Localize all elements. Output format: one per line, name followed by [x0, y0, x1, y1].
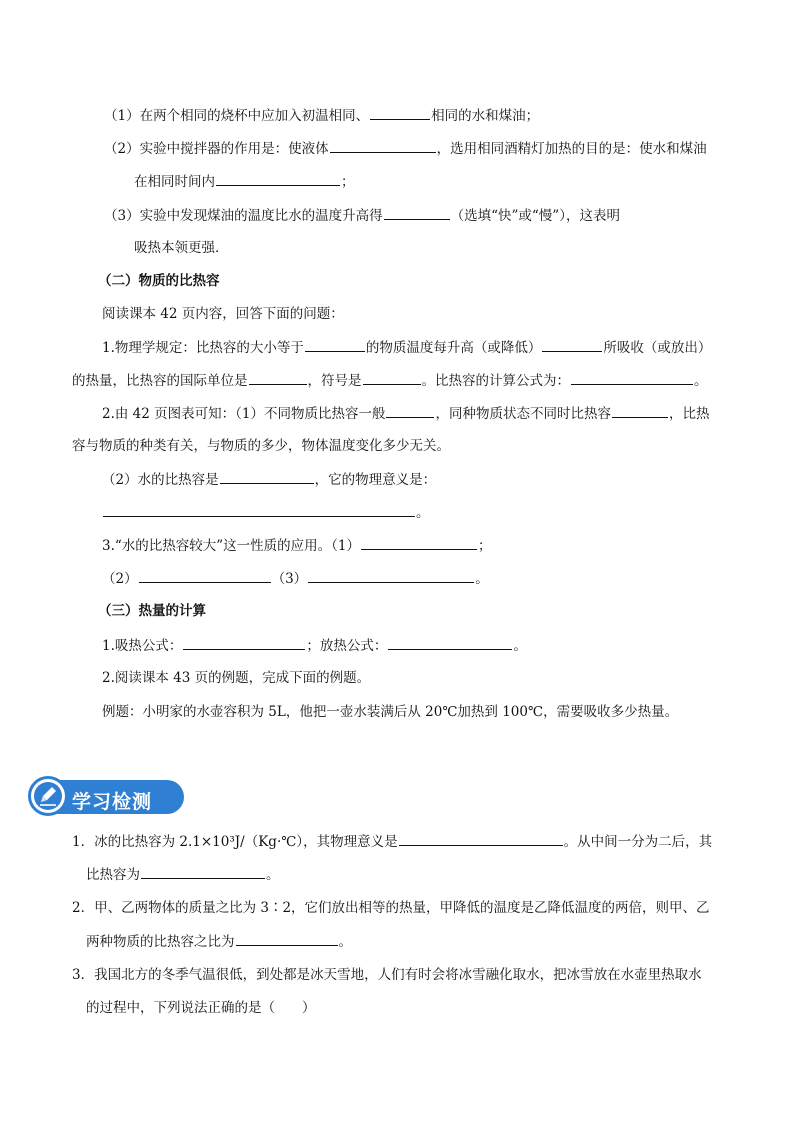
s3-line-1 — [102, 636, 527, 655]
q1-line — [104, 106, 539, 125]
s3-blank-2[interactable] — [388, 636, 512, 650]
q3-text-b: （选填“快”或“慢”），这表明 — [450, 208, 620, 224]
s3-text-b: ；放热公式： — [306, 638, 388, 654]
q2-line-2 — [134, 172, 355, 191]
q1-text-a: （1）在两个相同的烧杯中应加入初温相同、 — [104, 108, 370, 124]
section2-intro: 阅读课本 42 页内容，回答下面的问题： — [102, 306, 344, 322]
test-q2-line-1: 2．甲、乙两物体的质量之比为 3∶2，它们放出相等的热量，甲降低的温度是乙降低温度的两倍，则甲、乙 — [72, 900, 710, 916]
q2-blank-2[interactable] — [216, 172, 340, 186]
p1-line-2 — [72, 371, 708, 390]
test-q1-blank-1[interactable] — [399, 832, 563, 846]
p4-text-c: （2） — [102, 571, 138, 587]
q2-text-b: ，选用相同酒精灯加热的目的是：使水和煤油 — [436, 141, 707, 157]
q1-blank[interactable] — [370, 106, 430, 120]
p1-text-f: 。比热容的计算公式为： — [421, 373, 570, 389]
test-q1-text-d: 。 — [266, 867, 280, 883]
s3-text-c: 。 — [513, 638, 527, 654]
p1-text-b: 的物质温度每升高（或降低） — [365, 340, 542, 356]
p1-blank-5[interactable] — [571, 371, 693, 385]
p2-blank-1[interactable] — [386, 404, 434, 418]
q3-text-a: （3）实验中发现煤油的温度比水的温度升高得 — [104, 208, 383, 224]
q3-blank[interactable] — [384, 206, 450, 220]
q3-line-2 — [134, 239, 229, 257]
p4-blank-2[interactable] — [139, 569, 271, 583]
p1-text-e: ，符号是 — [307, 373, 362, 389]
p2-text-a: 2.由 42 页图表可知：（1）不同物质比热容一般 — [102, 406, 386, 422]
test-q3-line-1: 3．我国北方的冬季气温很低，到处都是冰天雪地，人们有时会将冰雪融化取水，把冰雪放在水壶里热取水 — [72, 967, 702, 983]
p4-text-b: ； — [478, 538, 492, 554]
study-check-banner — [28, 776, 184, 818]
test-q1-line-2 — [86, 865, 280, 884]
test-q1-text-a: 1．冰的比热容为 2.1×10³J/（Kg·℃），其物理意义是 — [72, 834, 398, 850]
banner-title: 学习检测 — [72, 791, 153, 813]
p4-blank-3[interactable] — [308, 569, 474, 583]
test-q2-line-2 — [86, 932, 352, 951]
p4-blank-1[interactable] — [361, 536, 477, 550]
q2-text-a: （2）实验中搅拌器的作用是：使液体 — [104, 141, 329, 157]
test-q1-line-1 — [72, 832, 712, 851]
q3-line — [104, 206, 620, 225]
q2-blank-1[interactable] — [330, 139, 436, 153]
s3-line-3: 例题：小明家的水壶容积为 5L，他把一壶水装满后从 20℃加热到 100℃，需要吸收多少热量。 — [102, 704, 679, 720]
p3-text-a: （2）水的比热容是 — [102, 472, 219, 488]
test-q1-blank-2[interactable] — [141, 865, 265, 879]
p2-line-1 — [102, 404, 709, 423]
p1-blank-1[interactable] — [305, 338, 365, 352]
s3-text-a: 1.吸热公式： — [102, 638, 183, 654]
test-q2-text-c: 。 — [338, 934, 352, 950]
p2-text-c: ，比热 — [668, 406, 710, 422]
section3-heading: （三）热量的计算 — [98, 603, 206, 619]
q2-text-d: ； — [341, 174, 355, 190]
p3-text-c: 。 — [416, 505, 430, 521]
s3-blank-1[interactable] — [183, 636, 305, 650]
p3-line-1 — [102, 470, 436, 489]
p1-text-c: 所吸收（或放出） — [603, 340, 712, 356]
p3-blank-1[interactable] — [220, 470, 314, 484]
p1-text-a: 1.物理学规定：比热容的大小等于 — [102, 340, 304, 356]
p4-text-e: 。 — [475, 571, 489, 587]
q2-text-c: 在相同时间内 — [134, 174, 215, 190]
p4-text-a: 3.“水的比热容较大”这一性质的应用。（1） — [102, 538, 361, 554]
p1-text-g: 。 — [694, 373, 708, 389]
p4-text-d: （3） — [271, 571, 308, 587]
q3-text-c: 吸热本领更强． — [134, 240, 229, 256]
p3-line-2 — [102, 503, 430, 522]
q1-text-b: 相同的水和煤油； — [431, 108, 540, 124]
p3-blank-2[interactable] — [103, 503, 415, 517]
p4-line-2 — [102, 569, 489, 588]
test-q3-line-2: 的过程中，下列说法正确的是（ ） — [86, 1000, 316, 1016]
p1-blank-2[interactable] — [542, 338, 602, 352]
test-q2-blank[interactable] — [236, 932, 338, 946]
s3-line-2: 2.阅读课本 43 页的例题，完成下面的例题。 — [102, 670, 371, 686]
p1-blank-4[interactable] — [363, 371, 421, 385]
q2-line — [104, 139, 707, 158]
pencil-icon — [28, 776, 68, 816]
p1-line-1 — [102, 338, 711, 357]
p2-blank-2[interactable] — [612, 404, 668, 418]
p3-text-b: ，它的物理意义是： — [314, 472, 437, 488]
p2-line-2: 容与物质的种类有关，与物质的多少，物体温度变化多少无关。 — [72, 438, 450, 454]
test-q1-text-c: 比热容为 — [86, 867, 140, 883]
p2-text-b: ，同种物质状态不同时比热容 — [435, 406, 611, 422]
p1-text-d: 的热量，比热容的国际单位是 — [72, 373, 248, 389]
p1-blank-3[interactable] — [249, 371, 307, 385]
section2-heading: （二）物质的比热容 — [98, 273, 220, 289]
test-q1-text-b: 。从中间一分为二后，其 — [563, 834, 713, 850]
p4-line-1 — [102, 536, 492, 555]
test-q2-text-b: 两种物质的比热容之比为 — [86, 934, 235, 950]
